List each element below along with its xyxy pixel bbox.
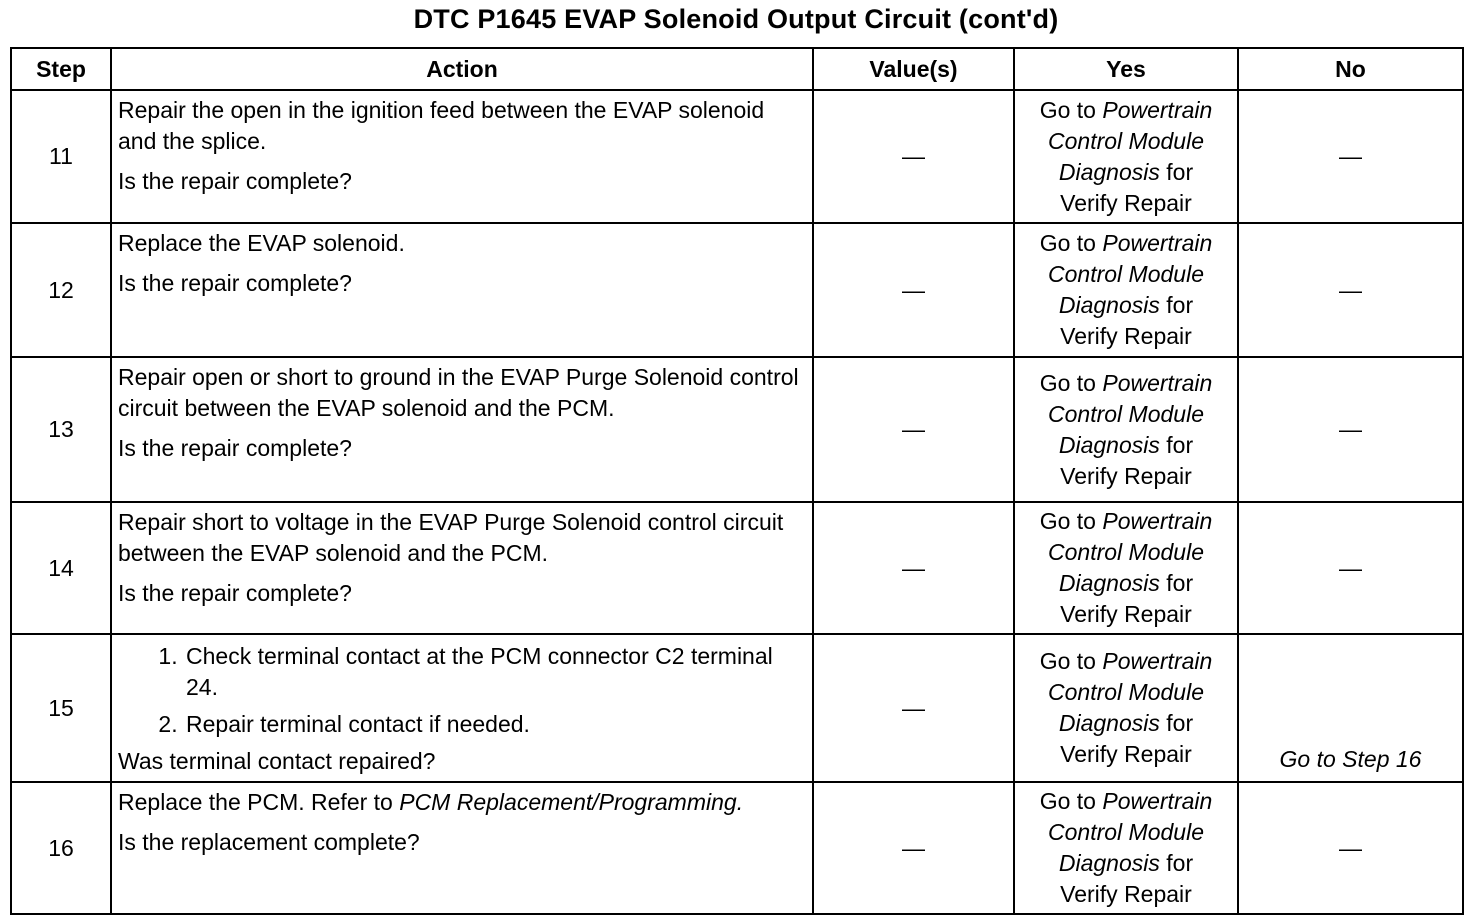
yes-ref-line3: Diagnosis xyxy=(1058,710,1160,736)
yes-goto: Go to xyxy=(1039,96,1096,123)
table-header-row xyxy=(11,48,1463,90)
action-question: Is the repair complete? xyxy=(118,168,352,194)
action-cell xyxy=(111,90,813,223)
value-cell: — xyxy=(813,502,1014,634)
action-question: Was terminal contact repaired? xyxy=(118,748,436,774)
yes-verify: Verify Repair xyxy=(1060,189,1192,216)
table-row xyxy=(11,634,1463,782)
value-cell: — xyxy=(813,90,1014,223)
yes-ref-line1: Powertrain xyxy=(1102,96,1213,123)
step-number: 13 xyxy=(11,357,111,502)
step-number: 11 xyxy=(11,90,111,223)
action-prefix: Replace the PCM. Refer to xyxy=(118,789,400,815)
step-number: 14 xyxy=(11,502,111,634)
action-question: Is the repair complete? xyxy=(118,580,352,606)
yes-ref-line2: Control Module xyxy=(1048,679,1204,705)
value-cell: — xyxy=(813,357,1014,502)
yes-for: for xyxy=(1166,158,1194,185)
value-cell: — xyxy=(813,634,1014,782)
action-cell xyxy=(111,782,813,914)
yes-ref-line2: Control Module xyxy=(1048,127,1204,154)
yes-ref-line1: Powertrain xyxy=(1102,648,1213,674)
yes-ref-line3: Diagnosis xyxy=(1058,850,1160,876)
action-question: Is the repair complete? xyxy=(118,435,352,461)
action-text: Repair short to voltage in the EVAP Purge Solenoid control circuit between the EVAP solenoid and the PCM. xyxy=(118,509,784,566)
no-cell: — xyxy=(1238,502,1463,634)
yes-ref-line2: Control Module xyxy=(1048,819,1204,845)
action-cell xyxy=(111,502,813,634)
substep-item: 2. Repair terminal contact if needed. xyxy=(184,709,806,740)
no-goto-step: Go to Step 16 xyxy=(1279,746,1422,772)
column-header-yes: Yes xyxy=(1014,48,1238,90)
yes-cell xyxy=(1014,90,1238,223)
yes-ref-line3: Diagnosis xyxy=(1058,431,1160,458)
action-question: Is the repair complete? xyxy=(118,270,352,296)
yes-cell xyxy=(1014,357,1238,502)
action-reference: PCM Replacement/Programming. xyxy=(399,789,744,815)
page-title: DTC P1645 EVAP Solenoid Output Circuit (cont'd) xyxy=(413,4,1059,34)
column-header-no: No xyxy=(1238,48,1463,90)
yes-cell xyxy=(1014,223,1238,357)
no-cell: — xyxy=(1238,782,1463,914)
yes-ref-line2: Control Module xyxy=(1048,400,1204,427)
yes-cell xyxy=(1014,502,1238,634)
value-cell: — xyxy=(813,782,1014,914)
substep-list xyxy=(118,641,806,740)
yes-goto: Go to xyxy=(1039,648,1096,674)
yes-for: for xyxy=(1166,570,1194,596)
action-cell xyxy=(111,634,813,782)
table-row xyxy=(11,90,1463,223)
column-header-action: Action xyxy=(111,48,813,90)
yes-ref-line2: Control Module xyxy=(1048,539,1204,565)
yes-verify: Verify Repair xyxy=(1060,881,1192,907)
table-row xyxy=(11,502,1463,634)
yes-for: for xyxy=(1166,431,1194,458)
no-cell: — xyxy=(1238,223,1463,357)
action-cell xyxy=(111,223,813,357)
column-header-values: Value(s) xyxy=(813,48,1014,90)
action-cell xyxy=(111,357,813,502)
yes-ref-line1: Powertrain xyxy=(1102,369,1213,396)
step-number: 16 xyxy=(11,782,111,914)
yes-goto: Go to xyxy=(1039,230,1096,256)
column-header-step: Step xyxy=(11,48,111,90)
yes-ref-line2: Control Module xyxy=(1048,261,1204,287)
yes-goto: Go to xyxy=(1039,508,1096,534)
value-cell: — xyxy=(813,223,1014,357)
yes-verify: Verify Repair xyxy=(1060,323,1192,349)
yes-cell xyxy=(1014,634,1238,782)
action-text: Repair the open in the ignition feed between the EVAP solenoid and the splice. xyxy=(118,97,765,154)
substep-item: 1. Check terminal contact at the PCM connector C2 terminal 24. xyxy=(184,641,806,703)
action-question: Is the replacement complete? xyxy=(118,829,420,855)
yes-for: for xyxy=(1166,850,1194,876)
step-number: 12 xyxy=(11,223,111,357)
table-row xyxy=(11,782,1463,914)
yes-goto: Go to xyxy=(1039,788,1096,814)
step-number: 15 xyxy=(11,634,111,782)
action-text: Repair open or short to ground in the EVAP Purge Solenoid control circuit between the EVAP solenoid and the PCM. xyxy=(118,364,799,421)
yes-ref-line3: Diagnosis xyxy=(1058,570,1160,596)
yes-ref-line1: Powertrain xyxy=(1102,230,1213,256)
action-text: Replace the EVAP solenoid. xyxy=(118,230,405,256)
table-row xyxy=(11,357,1463,502)
diagnostic-table xyxy=(10,47,1464,915)
yes-verify: Verify Repair xyxy=(1060,462,1192,489)
yes-ref-line1: Powertrain xyxy=(1102,788,1213,814)
yes-for: for xyxy=(1166,710,1194,736)
no-cell xyxy=(1238,634,1463,782)
yes-ref-line1: Powertrain xyxy=(1102,508,1213,534)
no-cell: — xyxy=(1238,90,1463,223)
yes-verify: Verify Repair xyxy=(1060,741,1192,767)
table-row xyxy=(11,223,1463,357)
no-cell: — xyxy=(1238,357,1463,502)
yes-cell xyxy=(1014,782,1238,914)
yes-goto: Go to xyxy=(1039,369,1096,396)
yes-for: for xyxy=(1166,292,1194,318)
yes-verify: Verify Repair xyxy=(1060,601,1192,627)
yes-ref-line3: Diagnosis xyxy=(1058,158,1160,185)
yes-ref-line3: Diagnosis xyxy=(1058,292,1160,318)
action-text xyxy=(118,787,806,818)
